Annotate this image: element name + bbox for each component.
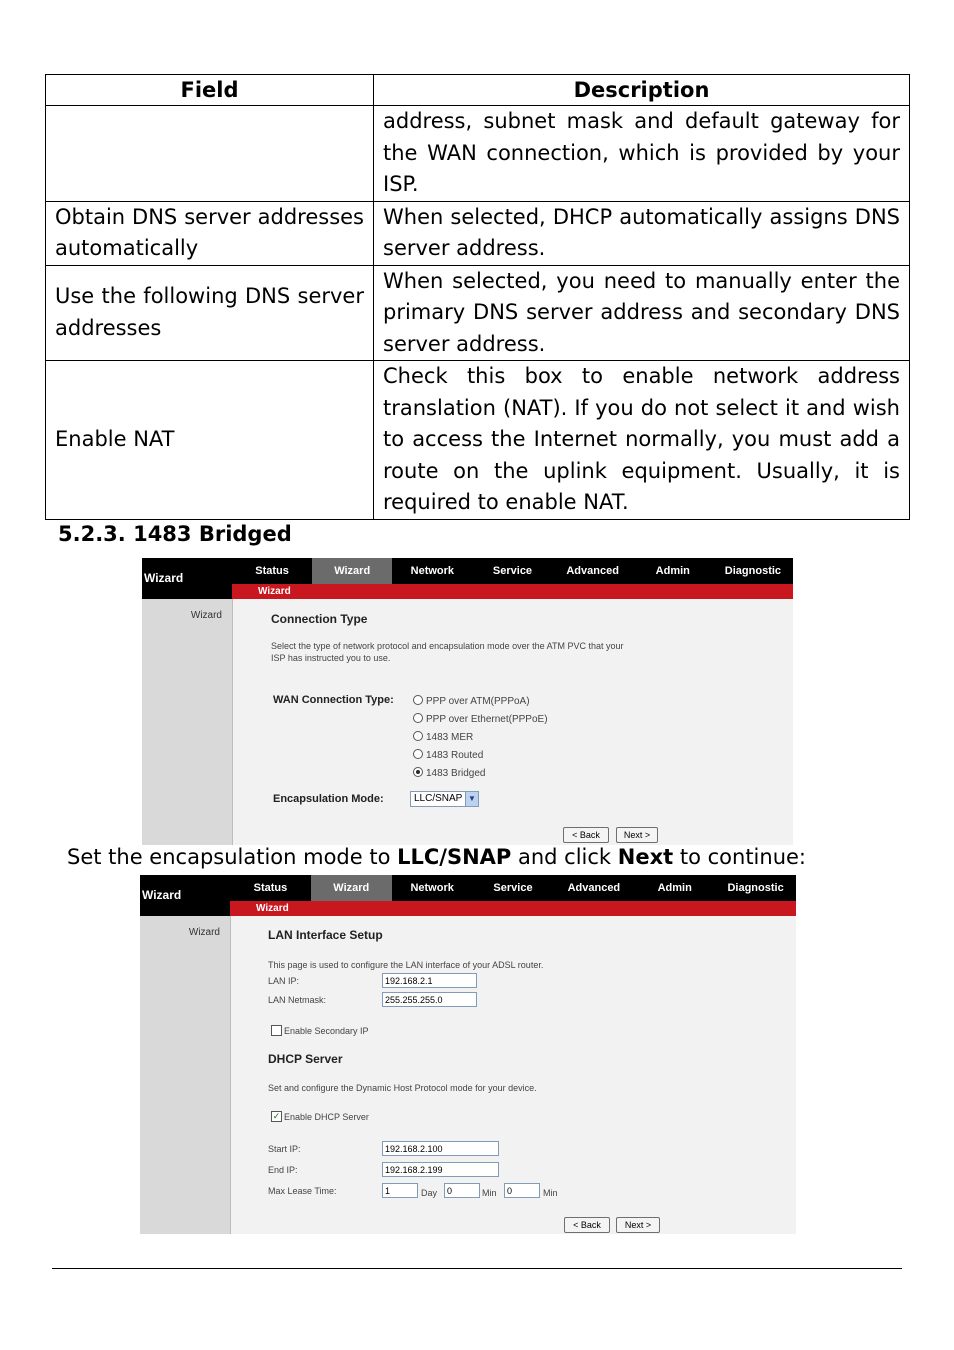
table-row xyxy=(46,106,910,202)
table-cell-field xyxy=(46,106,374,202)
table-header-row xyxy=(46,75,910,106)
tab-diagnostic[interactable]: Diagnostic xyxy=(727,882,784,894)
radio-option-label: 1483 Routed xyxy=(426,750,484,761)
subnav-bar[interactable]: Wizard xyxy=(232,584,793,599)
instruction-encap-mode: LLC/SNAP xyxy=(397,845,512,869)
radio-option-label: 1483 Bridged xyxy=(426,768,486,779)
instruction-text xyxy=(67,845,806,869)
table-row xyxy=(46,201,910,265)
encapsulation-mode-select[interactable] xyxy=(410,791,479,807)
radio-button[interactable] xyxy=(413,749,423,759)
tab-admin[interactable]: Admin xyxy=(657,882,692,894)
radio-option-1483-routed[interactable] xyxy=(413,750,483,761)
enable-dhcp-server-option[interactable] xyxy=(271,1111,369,1123)
lan-netmask-label: LAN Netmask: xyxy=(268,995,327,1005)
main-content xyxy=(231,916,796,1234)
dhcp-server-title: DHCP Server xyxy=(268,1052,343,1066)
subnav-bar[interactable]: Wizard xyxy=(230,901,796,916)
chevron-down-icon: ▼ xyxy=(465,792,478,806)
lan-setup-title: LAN Interface Setup xyxy=(268,928,383,942)
lease-day-unit: Day xyxy=(421,1188,438,1198)
dhcp-server-description: Set and configure the Dynamic Host Protocol mode for your device. xyxy=(268,1083,537,1093)
tab-service[interactable]: Service xyxy=(492,565,533,577)
page-description-line-1: Select the type of network protocol and encapsulation mode over the ATM PVC that your xyxy=(271,641,624,651)
back-button[interactable]: < Back xyxy=(564,1217,610,1233)
secondary-ip-label: Enable Secondary IP xyxy=(284,1026,369,1036)
lan-ip-label: LAN IP: xyxy=(268,976,300,986)
table-cell-description: When selected, DHCP automatically assigns DNS server address. xyxy=(374,201,910,265)
tab-advanced[interactable]: Advanced xyxy=(566,565,619,577)
tab-network[interactable]: Network xyxy=(410,882,454,894)
main-content xyxy=(233,599,793,845)
encapsulation-mode-label: Encapsulation Mode: xyxy=(273,793,384,805)
footer-divider xyxy=(52,1268,902,1269)
instruction-middle: and click xyxy=(511,845,618,869)
table-row xyxy=(46,361,910,520)
field-description-table xyxy=(45,74,910,520)
tab-network[interactable]: Network xyxy=(410,565,455,577)
radio-option-label: 1483 MER xyxy=(426,732,474,743)
lease-min2-unit: Min xyxy=(543,1188,558,1198)
instruction-next: Next xyxy=(617,845,674,869)
table-cell-description: Check this box to enable network address translation (NAT). If you do not select it and wish to access the Internet normally, you must add a route on the uplink equipment. Usually, it is required to enable NAT. xyxy=(374,361,910,520)
page-description-line-2: ISP has instructed you to use. xyxy=(271,653,391,663)
lan-netmask-input[interactable]: 255.255.255.0 xyxy=(382,992,477,1007)
radio-option-pppoa[interactable] xyxy=(413,696,530,707)
wan-connection-type-label: WAN Connection Type: xyxy=(273,694,394,706)
tab-service[interactable]: Service xyxy=(493,882,533,894)
tab-admin[interactable]: Admin xyxy=(655,565,690,577)
radio-option-1483-bridged[interactable] xyxy=(413,768,486,779)
sidebar xyxy=(140,916,231,1234)
radio-button[interactable] xyxy=(413,713,423,723)
table-cell-description: When selected, you need to manually enter the primary DNS server address and secondary DNS server address. xyxy=(374,265,910,361)
dhcp-server-label: Enable DHCP Server xyxy=(284,1112,369,1122)
tab-wizard[interactable]: Wizard xyxy=(311,875,392,901)
tab-advanced[interactable]: Advanced xyxy=(567,882,621,894)
back-button[interactable]: < Back xyxy=(563,827,609,843)
lease-min2-input[interactable]: 0 xyxy=(504,1183,540,1198)
column-header-field: Field xyxy=(46,75,374,106)
radio-option-label: PPP over Ethernet(PPPoE) xyxy=(426,714,548,725)
section-title: 5.2.3. 1483 Bridged xyxy=(58,522,292,546)
encapsulation-mode-value: LLC/SNAP xyxy=(414,793,463,804)
radio-option-1483-mer[interactable] xyxy=(413,732,473,743)
start-ip-label: Start IP: xyxy=(268,1144,301,1154)
main-tabs xyxy=(230,875,796,901)
tab-status[interactable]: Status xyxy=(255,565,289,577)
next-button[interactable]: Next > xyxy=(616,827,658,843)
radio-option-label: PPP over ATM(PPPoA) xyxy=(426,696,530,707)
start-ip-input[interactable]: 192.168.2.100 xyxy=(382,1141,499,1156)
brand-label: Wizard xyxy=(140,875,232,916)
tab-diagnostic[interactable]: Diagnostic xyxy=(724,565,782,577)
secondary-ip-checkbox[interactable] xyxy=(271,1025,282,1036)
dhcp-server-checkbox[interactable]: ✓ xyxy=(272,1111,281,1122)
main-tabs xyxy=(232,558,793,584)
table-row xyxy=(46,265,910,361)
lease-min-unit: Min xyxy=(482,1188,497,1198)
end-ip-label: End IP: xyxy=(268,1165,298,1175)
page-title: Connection Type xyxy=(271,612,368,626)
sidebar-item-wizard[interactable]: Wizard xyxy=(190,610,222,621)
lan-setup-description: This page is used to configure the LAN interface of your ADSL router. xyxy=(268,960,544,970)
table-cell-field: Obtain DNS server addresses automatically xyxy=(46,201,374,265)
radio-button[interactable] xyxy=(413,731,423,741)
tab-wizard[interactable]: Wizard xyxy=(312,558,392,584)
end-ip-input[interactable]: 192.168.2.199 xyxy=(382,1162,499,1177)
enable-secondary-ip-option[interactable] xyxy=(271,1025,369,1037)
table-cell-field: Use the following DNS server addresses xyxy=(46,265,374,361)
table-cell-description: address, subnet mask and default gateway for the WAN connection, which is provided by your ISP. xyxy=(374,106,910,202)
sidebar-item-wizard[interactable]: Wizard xyxy=(188,927,220,938)
lan-ip-input[interactable]: 192.168.2.1 xyxy=(382,973,477,988)
lease-day-input[interactable]: 1 xyxy=(382,1183,418,1198)
sidebar xyxy=(142,599,233,845)
max-lease-time-label: Max Lease Time: xyxy=(268,1186,337,1196)
instruction-prefix: Set the encapsulation mode to xyxy=(67,845,398,869)
radio-button-selected[interactable] xyxy=(413,767,423,777)
tab-status[interactable]: Status xyxy=(253,882,288,894)
table-cell-field: Enable NAT xyxy=(46,361,374,520)
instruction-suffix: to continue: xyxy=(673,845,807,869)
column-header-description: Description xyxy=(374,75,910,106)
next-button[interactable]: Next > xyxy=(616,1217,660,1233)
radio-option-pppoe[interactable] xyxy=(413,714,548,725)
router-screenshot-connection-type xyxy=(142,558,793,845)
brand-label: Wizard xyxy=(142,558,234,599)
radio-button[interactable] xyxy=(413,695,423,705)
lease-min-input[interactable]: 0 xyxy=(444,1183,480,1198)
router-screenshot-lan-setup xyxy=(140,875,796,1234)
